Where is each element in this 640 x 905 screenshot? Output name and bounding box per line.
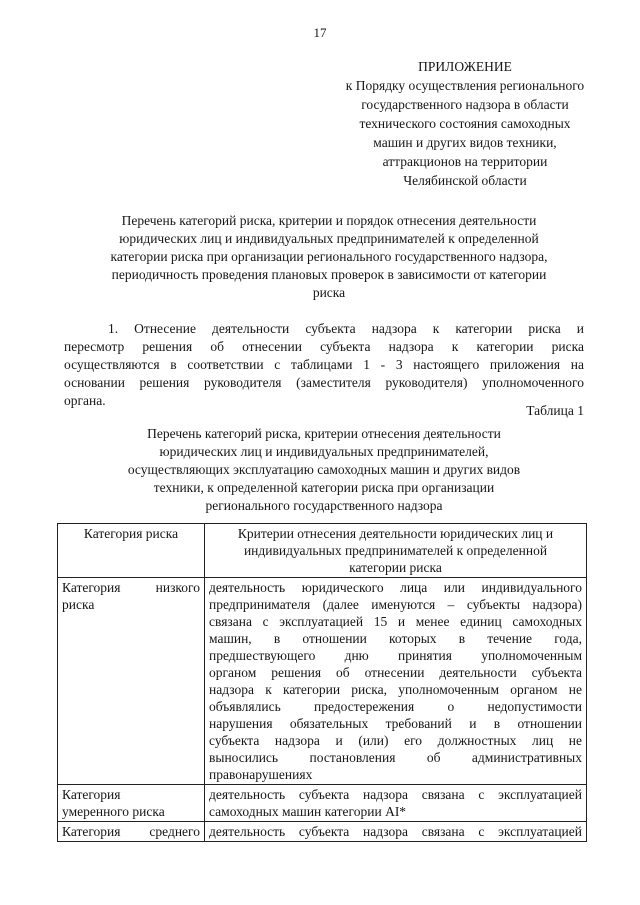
criteria-cell: деятельность субъекта надзора связана с эксплуатацией самоходных машин категории AI*: [205, 785, 587, 822]
header-criteria: Критерии отнесения деятельности юридических лиц и индивидуальных предпринимателей к определенной категории риска: [205, 524, 587, 578]
table-title-line: техники, к определенной категории риска при организации: [153, 480, 495, 495]
table-title-line: осуществляющих эксплуатацию самоходных машин и других видов: [127, 462, 521, 477]
risk-category-cell: Категория среднего: [58, 822, 205, 842]
criteria-cell: деятельность субъекта надзора связана с эксплуатацией: [205, 822, 587, 842]
document-title-line: периодичность проведения плановых проверок в зависимости от категории: [111, 267, 547, 282]
appendix-line: Челябинской области: [403, 173, 527, 188]
paragraph-1: [64, 320, 584, 410]
table-title-line: юридических лиц и индивидуальных предпринимателей,: [159, 444, 489, 459]
table-row: [58, 578, 587, 785]
table-caption: Таблица 1: [526, 403, 584, 418]
table-title: [84, 425, 564, 515]
appendix-line: технического состояния самоходных: [359, 116, 571, 131]
appendix-line: машин и других видов техники,: [373, 135, 557, 150]
paragraph-line: осуществляются в соответствии с таблицами 1 - 3 настоящего приложения на: [64, 357, 584, 372]
document-title: [84, 212, 574, 302]
page-number: 17: [313, 25, 327, 40]
header-risk-category: Категория риска: [58, 524, 205, 578]
appendix-title: ПРИЛОЖЕНИЕ: [418, 59, 512, 74]
appendix-line: аттракционов на территории: [382, 154, 548, 169]
appendix-line: к Порядку осуществления регионального: [345, 78, 585, 93]
table-title-line: Перечень категорий риска, критерии отнесения деятельности: [147, 426, 501, 441]
table-row: [58, 822, 587, 842]
table-header-row: [58, 524, 587, 578]
appendix-line: государственного надзора в области: [361, 97, 569, 112]
paragraph-line: 1. Отнесение деятельности субъекта надзора к категории риска и: [108, 321, 584, 336]
risk-category-cell: Категория низкого риска: [58, 578, 205, 785]
criteria-cell: деятельность юридического лица или индивидуального предпринимателя (далее именуются – субъекты надзора) связана с эксплуатацией 15 и менее единиц самоходных машин, в отношении которых в течение года, предшествующего дню принятия уполномоченным органом решения об отнесении деятельности субъекта надзора к категории риска, уполномоченным органом не объявлялись предостережения о недопустимости нарушения обязательных требований и в отношении субъекта надзора и (или) его должностных лиц не выносились постановления об административных правонарушениях: [205, 578, 587, 785]
document-title-line: юридических лиц и индивидуальных предпринимателей к определенной: [119, 231, 539, 246]
paragraph-line: пересмотр решения об отнесении субъекта надзора к категории риска: [64, 339, 584, 354]
risk-category-cell: Категория умеренного риска: [58, 785, 205, 822]
document-title-line: риска: [312, 285, 346, 300]
paragraph-line: органа.: [64, 393, 106, 408]
risk-category-table: [57, 523, 587, 842]
document-title-line: категории риска при организации регионального государственного надзора,: [110, 249, 548, 264]
table-row: [58, 785, 587, 822]
appendix-header: [300, 57, 630, 190]
table-title-line: регионального государственного надзора: [205, 498, 443, 513]
document-title-line: Перечень категорий риска, критерии и порядок отнесения деятельности: [121, 213, 537, 228]
paragraph-line: основании решения руководителя (заместителя руководителя) уполномоченного: [64, 375, 584, 390]
